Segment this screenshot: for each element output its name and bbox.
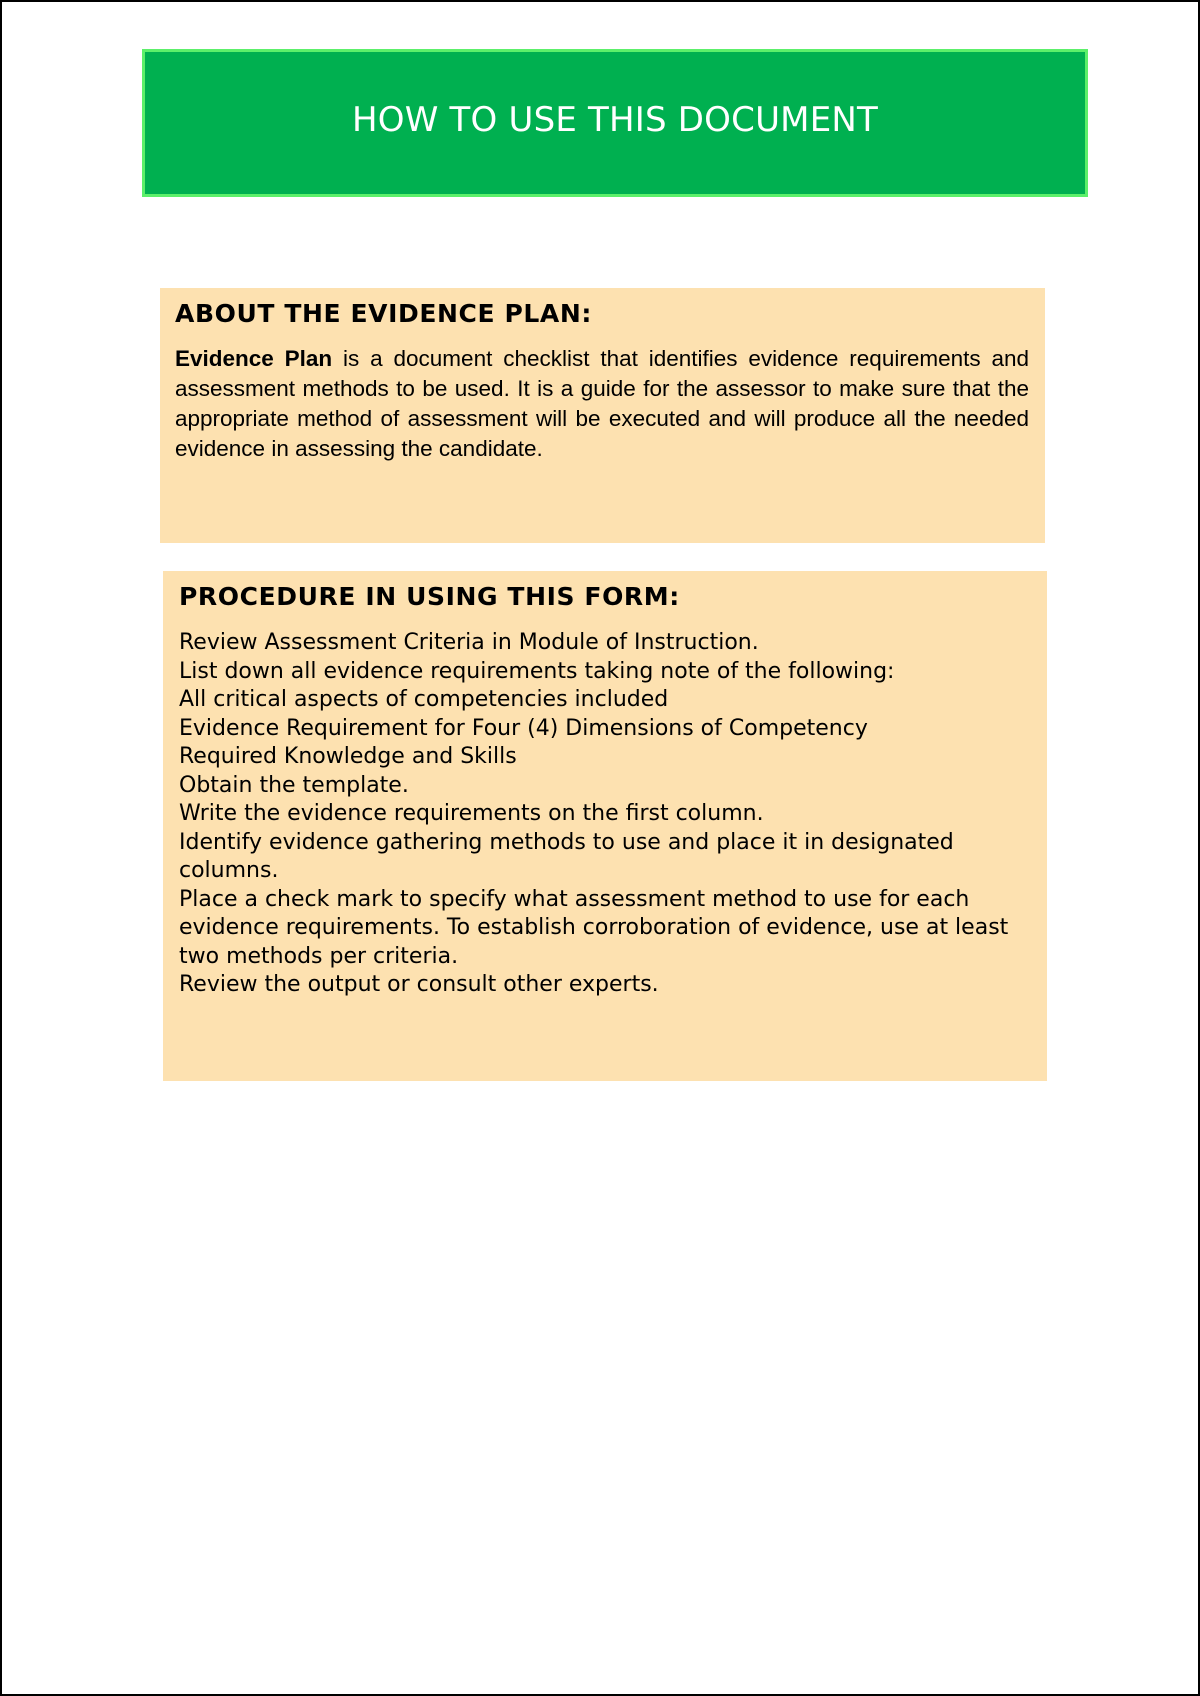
procedure-step: Review the output or consult other experts.: [179, 972, 659, 997]
procedure-step: All critical aspects of competencies included: [179, 687, 669, 712]
about-paragraph: [175, 344, 1029, 464]
procedure-step: Review Assessment Criteria in Module of Instruction.: [179, 630, 759, 655]
procedure-heading: PROCEDURE IN USING THIS FORM:: [179, 582, 680, 611]
procedure-panel: [163, 571, 1047, 1081]
procedure-step: Required Knowledge and Skills: [179, 744, 517, 769]
about-heading: ABOUT THE EVIDENCE PLAN:: [175, 299, 592, 328]
title-banner: [142, 49, 1088, 197]
about-evidence-plan-panel: [160, 288, 1045, 543]
document-title: HOW TO USE THIS DOCUMENT: [352, 100, 878, 140]
procedure-step: Evidence Requirement for Four (4) Dimensions of Competency: [179, 715, 868, 741]
procedure-step: List down all evidence requirements taking note of the following:: [179, 658, 895, 684]
procedure-step: Identify evidence gathering methods to use and place it in designated columns.: [179, 829, 954, 883]
procedure-step: Write the evidence requirements on the first column.: [179, 801, 764, 826]
procedure-steps-list: [179, 629, 1031, 1000]
evidence-plan-term: Evidence Plan: [175, 346, 333, 371]
procedure-step: Place a check mark to specify what assessment method to use for each evidence requirements. To establish corroboration of evidence, use at least two methods per criteria.: [179, 886, 1009, 969]
procedure-step: Obtain the template.: [179, 772, 409, 798]
about-description: is a document checklist that identifies evidence requirements and assessment methods to be used. It is a guide for the assessor to make sure that the appropriate method of assessment will be executed and will produce all the needed evidence in assessing the candidate.: [175, 346, 1030, 461]
